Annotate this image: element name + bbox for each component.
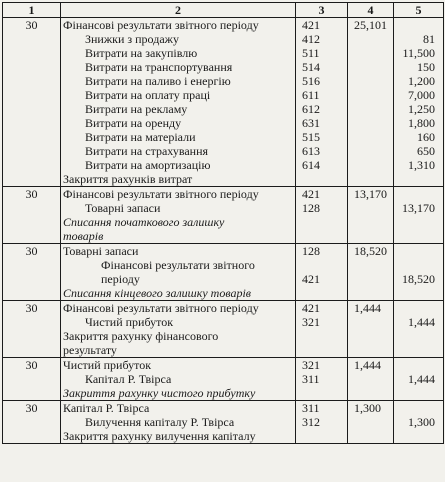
journal-table: [2, 2, 444, 444]
entry-row: [3, 46, 444, 60]
entry-row: [3, 74, 444, 88]
entry-row: [3, 187, 444, 202]
entry-debit: [348, 272, 394, 286]
entry-credit: [394, 187, 444, 202]
header-row: [3, 3, 444, 18]
entry-row: [3, 415, 444, 429]
entry-date: 30: [3, 187, 61, 202]
entry-text: Чистий прибуток: [61, 358, 296, 373]
entry-account: 321: [296, 315, 348, 329]
entry-text: Фінансові результати звітного періоду: [61, 187, 296, 202]
entry-date: 30: [3, 244, 61, 259]
entry-credit: 7,000: [394, 88, 444, 102]
entry-date: 30: [3, 401, 61, 416]
entry-debit: [348, 130, 394, 144]
entry-text: Витрати на закупівлю: [61, 46, 296, 60]
entry-row: [3, 215, 444, 229]
entry-description: Списання кінцевого залишку товарів: [61, 286, 296, 301]
entry-credit: 1,444: [394, 315, 444, 329]
entry-account: 511: [296, 46, 348, 60]
entry-debit: 1,300: [348, 401, 394, 416]
entry-credit: 160: [394, 130, 444, 144]
entry-text: Товарні запаси: [61, 201, 296, 215]
entry-text: Витрати на рекламу: [61, 102, 296, 116]
entry-credit: 13,170: [394, 201, 444, 215]
entry-row: [3, 301, 444, 316]
entry-text: Капітал Р. Твірса: [61, 401, 296, 416]
journal-entry: [3, 301, 444, 358]
entry-account: 421: [296, 301, 348, 316]
entry-text: Фінансові результати звітного: [61, 258, 296, 272]
entry-row: [3, 158, 444, 172]
entry-row: [3, 315, 444, 329]
entry-debit: 1,444: [348, 358, 394, 373]
entry-account: 516: [296, 74, 348, 88]
entry-debit: [348, 372, 394, 386]
entry-row: [3, 172, 444, 187]
entry-debit: 13,170: [348, 187, 394, 202]
entry-text: Фінансові результати звітного періоду: [61, 18, 296, 33]
entry-text: Витрати на транспортування: [61, 60, 296, 74]
entry-credit: 650: [394, 144, 444, 158]
entry-debit: 1,444: [348, 301, 394, 316]
entry-text: Витрати на оплату праці: [61, 88, 296, 102]
journal-entry: [3, 358, 444, 401]
entry-credit: 1,250: [394, 102, 444, 116]
entry-date: 30: [3, 301, 61, 316]
entry-row: [3, 372, 444, 386]
entry-text: Витрати на матеріали: [61, 130, 296, 144]
entry-description: Закриття рахунку чистого прибутку: [61, 386, 296, 401]
entry-credit: 1,800: [394, 116, 444, 130]
entry-row: [3, 272, 444, 286]
entry-date: 30: [3, 358, 61, 373]
entry-text: періоду: [61, 272, 296, 286]
entry-row: [3, 229, 444, 244]
entry-text: Капітал Р. Твірса: [61, 372, 296, 386]
entry-debit: [348, 46, 394, 60]
entry-row: [3, 116, 444, 130]
entry-row: [3, 88, 444, 102]
entry-account: 631: [296, 116, 348, 130]
entry-debit: 25,101: [348, 18, 394, 33]
entry-account: 311: [296, 401, 348, 416]
entry-debit: [348, 116, 394, 130]
entry-debit: [348, 158, 394, 172]
entry-credit: 1,444: [394, 372, 444, 386]
col-header-2: 2: [61, 3, 296, 18]
entry-debit: [348, 315, 394, 329]
entry-credit: [394, 301, 444, 316]
entry-text: Витрати на оренду: [61, 116, 296, 130]
entry-text: Витрати на амортизацію: [61, 158, 296, 172]
entry-row: [3, 258, 444, 272]
entry-account: 321: [296, 358, 348, 373]
entry-account: 421: [296, 18, 348, 33]
entry-description: Закриття рахунків витрат: [61, 172, 296, 187]
entry-debit: [348, 60, 394, 74]
entry-description: Закриття рахунку фінансового: [61, 329, 296, 343]
entry-description: Закриття рахунку вилучення капіталу: [61, 429, 296, 444]
entry-row: [3, 329, 444, 343]
entry-debit: [348, 102, 394, 116]
entry-row: [3, 102, 444, 116]
entry-row: [3, 144, 444, 158]
entry-row: [3, 386, 444, 401]
entry-row: [3, 32, 444, 46]
entry-account: 421: [296, 187, 348, 202]
col-header-3: 3: [296, 3, 348, 18]
entry-account: 613: [296, 144, 348, 158]
entry-text: Витрати на страхування: [61, 144, 296, 158]
entry-debit: [348, 32, 394, 46]
journal-entry: [3, 244, 444, 301]
entry-row: [3, 286, 444, 301]
entry-account: 612: [296, 102, 348, 116]
entry-credit: 11,500: [394, 46, 444, 60]
entry-text: Вилучення капіталу Р. Твірса: [61, 415, 296, 429]
entry-credit: 81: [394, 32, 444, 46]
entry-text: Знижки з продажу: [61, 32, 296, 46]
journal-entry: [3, 18, 444, 187]
entry-account: 611: [296, 88, 348, 102]
entry-credit: [394, 244, 444, 259]
entry-credit: 1,200: [394, 74, 444, 88]
entry-credit: [394, 18, 444, 33]
entry-date: 30: [3, 18, 61, 33]
entry-text: Чистий прибуток: [61, 315, 296, 329]
entry-debit: [348, 74, 394, 88]
entry-credit: 1,300: [394, 415, 444, 429]
entry-text: Витрати на паливо і енергію: [61, 74, 296, 88]
entry-debit: [348, 144, 394, 158]
entry-account: 412: [296, 32, 348, 46]
entry-row: [3, 244, 444, 259]
entry-account: 421: [296, 272, 348, 286]
entry-account: 128: [296, 244, 348, 259]
entry-row: [3, 429, 444, 444]
entry-row: [3, 358, 444, 373]
entry-account: 311: [296, 372, 348, 386]
entry-account: 312: [296, 415, 348, 429]
entry-credit: [394, 358, 444, 373]
entry-row: [3, 201, 444, 215]
entry-row: [3, 401, 444, 416]
entry-text: Товарні запаси: [61, 244, 296, 259]
col-header-4: 4: [348, 3, 394, 18]
entry-credit: 1,310: [394, 158, 444, 172]
col-header-5: 5: [394, 3, 444, 18]
col-header-1: 1: [3, 3, 61, 18]
entry-debit: [348, 201, 394, 215]
entry-debit: 18,520: [348, 244, 394, 259]
entry-account: 128: [296, 201, 348, 215]
entry-row: [3, 18, 444, 33]
entry-description: товарів: [61, 229, 296, 244]
entry-credit: 150: [394, 60, 444, 74]
entry-account: 614: [296, 158, 348, 172]
entry-account: 514: [296, 60, 348, 74]
entry-row: [3, 343, 444, 358]
entry-debit: [348, 415, 394, 429]
entry-row: [3, 130, 444, 144]
entry-row: [3, 60, 444, 74]
entry-credit: [394, 401, 444, 416]
entry-description: результату: [61, 343, 296, 358]
entry-description: Списання початкового залишку: [61, 215, 296, 229]
entry-debit: [348, 88, 394, 102]
entry-account: 515: [296, 130, 348, 144]
entry-text: Фінансові результати звітного періоду: [61, 301, 296, 316]
journal-entry: [3, 401, 444, 444]
journal-entry: [3, 187, 444, 244]
entry-credit: 18,520: [394, 272, 444, 286]
